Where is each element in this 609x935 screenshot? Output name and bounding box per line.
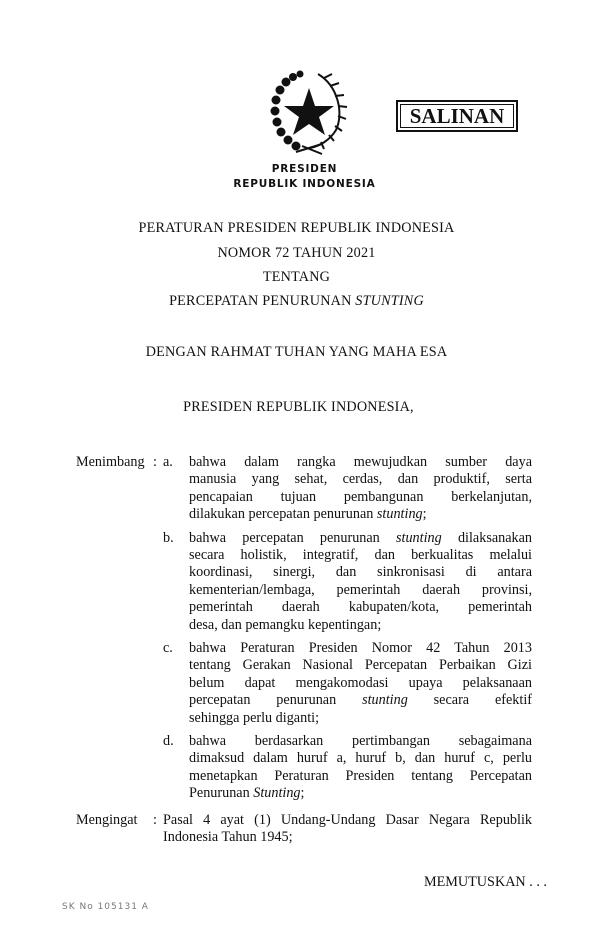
text-segment: bahwa berdasarkan pertimbangan sebagaimana (189, 733, 532, 749)
text-segment: desa, dan pemangku kepentingan; (189, 616, 382, 633)
footer-code: SK No 105131 A (62, 902, 149, 912)
text-segment: kementerian/lembaga, pemerintah daerah provinsi, (189, 581, 532, 598)
text-line (189, 599, 532, 616)
text-segment: koordinasi, sinergi, dan sinkronisasi di antara (189, 564, 532, 581)
regulation-about: TENTANG (262, 269, 331, 285)
text-segment: percepatan penurunan (189, 692, 363, 709)
italic-term: Stunting (253, 785, 301, 802)
text-segment: sehingga perlu diganti; (189, 709, 320, 726)
text-segment: Penurunan (189, 785, 254, 802)
text-segment: ; (422, 506, 427, 523)
menimbang-item (189, 530, 532, 634)
text-line (189, 785, 532, 802)
item-marker: a. (163, 454, 173, 470)
preamble: DENGAN RAHMAT TUHAN YANG MAHA ESA (145, 344, 448, 360)
text-line (189, 768, 532, 785)
italic-term: stunting (362, 692, 408, 709)
text-line (189, 692, 532, 709)
text-line (189, 506, 532, 523)
text-line (189, 530, 532, 547)
continuation-text: MEMUTUSKAN . . . (424, 874, 547, 890)
text-line (189, 471, 532, 488)
text-segment: dilaksanakan (441, 529, 532, 546)
text-segment: bahwa Peraturan Presiden Nomor 42 Tahun 2013 (189, 640, 532, 656)
text-line (189, 564, 532, 581)
text-segment: pemerintah daerah kabupaten/kota, pemerintah (189, 599, 532, 616)
item-marker: d. (163, 733, 174, 749)
salinan-stamp: SALINAN (396, 100, 518, 132)
italic-term: stunting (396, 529, 442, 546)
item-marker: b. (163, 529, 174, 546)
menimbang-item (189, 640, 532, 727)
regulation-subject (0, 293, 601, 310)
menimbang-item (189, 454, 532, 524)
italic-term: stunting (376, 506, 423, 523)
text-segment: secara holistik, integratif, dan berkualitas melalui (189, 546, 532, 563)
emblem-logo (266, 68, 352, 156)
text-segment: bahwa percepatan penurunan (189, 529, 396, 546)
mengingat-paragraph (163, 812, 532, 847)
text-line (189, 547, 532, 564)
text-segment: Indonesia Tahun 1945; (163, 829, 293, 846)
text-line (189, 640, 532, 657)
text-line (163, 829, 532, 846)
text-line (189, 733, 532, 750)
text-segment: dilakukan percepatan penurunan (189, 506, 377, 523)
text-line (189, 675, 532, 692)
header-president: PRESIDEN (271, 163, 338, 175)
text-line (189, 617, 532, 634)
header-republic: REPUBLIK INDONESIA (233, 178, 376, 190)
text-line (189, 454, 532, 471)
item-marker: c. (163, 640, 173, 656)
text-segment: Pasal 4 ayat (1) Undang-Undang Dasar Negara Republik (163, 812, 532, 828)
text-line (189, 710, 532, 727)
text-segment: secara efektif (407, 692, 532, 709)
regulation-title: PERATURAN PRESIDEN REPUBLIK INDONESIA (138, 220, 455, 236)
text-segment: belum dapat mengakomodasi upaya pelaksanaan (189, 674, 532, 691)
menimbang-colon: : (153, 454, 157, 470)
text-segment: dimaksud dalam huruf a, huruf b, dan huruf c, perlu (189, 750, 532, 767)
mengingat-colon: : (153, 812, 157, 828)
text-segment: bahwa dalam rangka mewujudkan sumber daya (189, 454, 532, 470)
regulation-number: NOMOR 72 TAHUN 2021 (217, 245, 376, 261)
mengingat-label: Mengingat (76, 812, 138, 828)
text-segment: manusia yang sehat, cerdas, dan produktif, serta (189, 471, 532, 488)
text-segment: ; (300, 785, 305, 802)
text-line (163, 812, 532, 829)
text-line (189, 750, 532, 767)
garuda-star-emblem-icon (266, 68, 352, 156)
subject-text: PERCEPATAN PENURUNAN (169, 293, 356, 309)
president-line: PRESIDEN REPUBLIK INDONESIA, (183, 399, 414, 415)
text-segment: tentang Gerakan Nasional Percepatan Perbaikan Gizi (189, 657, 532, 674)
text-line (189, 582, 532, 599)
menimbang-label: Menimbang (76, 454, 145, 470)
text-line (189, 657, 532, 674)
text-line (189, 489, 532, 506)
text-segment: pencapaian tujuan pembangunan berkelanjutan, (189, 488, 532, 505)
menimbang-item (189, 733, 532, 803)
text-segment: menetapkan Peraturan Presiden tentang Percepatan (189, 767, 532, 784)
subject-italic: STUNTING (355, 293, 424, 309)
